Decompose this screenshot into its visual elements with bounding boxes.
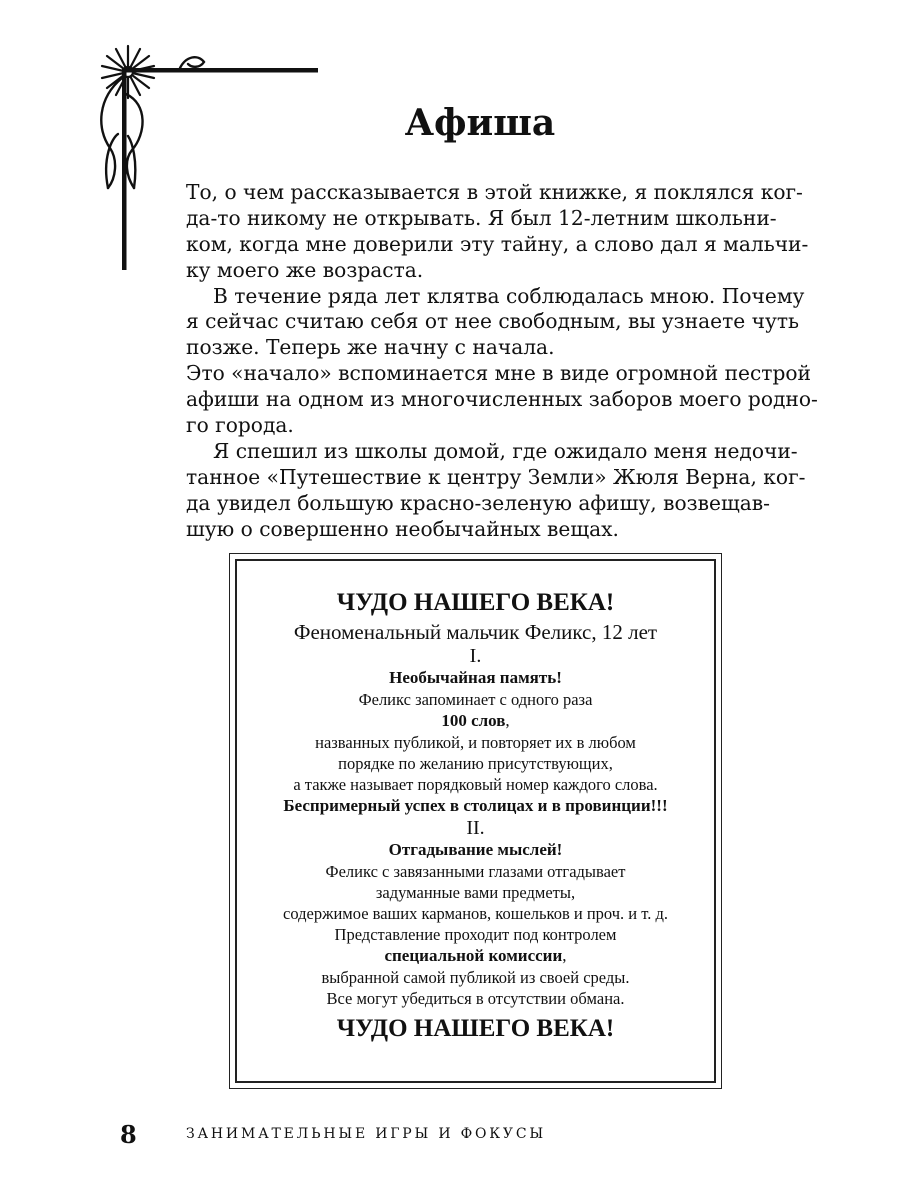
poster-line: Представление проходит под контролем xyxy=(334,925,617,944)
poster-words-suffix: , xyxy=(505,711,510,730)
poster-line: содержимое ваших карманов, кошельков и проч. и т. д. xyxy=(283,904,668,923)
poster-line: Все могут убедиться в отсутствии обмана. xyxy=(326,989,625,1008)
poster-frame xyxy=(229,553,722,1089)
poster-commission-line xyxy=(237,945,714,967)
poster-words-line xyxy=(237,710,714,732)
text-line: да увидел большую красно-зеленую афишу, возвещав- xyxy=(186,490,770,515)
poster-subtitle: Феноменальный мальчик Феликс, 12 лет xyxy=(293,620,658,644)
text-line: да-то никому не открывать. Я был 12-летним школьни- xyxy=(186,205,777,230)
poster-line: задуманные вами предметы, xyxy=(375,883,576,902)
poster-part-heading: Отгадывание мыслей! xyxy=(388,840,563,859)
page-number: 8 xyxy=(120,1120,137,1149)
poster-commission-bold: специальной комиссии xyxy=(384,946,563,965)
poster-line: выбранной самой публикой из своей среды. xyxy=(321,968,630,987)
text-line: То, о чем рассказывается в этой книжке, я поклялся ког- xyxy=(186,180,803,204)
text-line: танное «Путешествие к центру Земли» Жюля Верна, ког- xyxy=(186,464,806,489)
ornament-horizontal-bar xyxy=(122,68,318,73)
body-text xyxy=(186,180,818,542)
poster-headline: ЧУДО НАШЕГО ВЕКА! xyxy=(336,589,615,616)
text-line: Это «начало» вспоминается мне в виде огромной пестрой xyxy=(186,361,811,386)
ornament-vertical-bar xyxy=(122,68,127,270)
text-line: Я спешил из школы домой, где ожидало меня недочи- xyxy=(213,438,798,463)
poster-line: Феликс запоминает с одного раза xyxy=(358,690,593,709)
text-line: В течение ряда лет клятва соблюдалась мною. Почему xyxy=(213,283,805,308)
poster-footer: ЧУДО НАШЕГО ВЕКА! xyxy=(336,1015,615,1042)
poster-line: а также называет порядковый номер каждого слова. xyxy=(293,775,658,794)
poster-line: Феликс с завязанными глазами отгадывает xyxy=(325,862,626,881)
text-line: позже. Теперь же начну с начала. xyxy=(186,335,555,360)
text-line: ком, когда мне доверили эту тайну, а слово дал я мальчи- xyxy=(186,231,809,256)
text-line: я сейчас считаю себя от нее свободным, вы узнаете чуть xyxy=(186,309,800,334)
poster-line: названных публикой, и повторяет их в любом xyxy=(315,733,636,752)
running-title: ЗАНИМАТЕЛЬНЫЕ ИГРЫ И ФОКУСЫ xyxy=(186,1126,546,1142)
poster-success-line: Беспримерный успех в столицах и в провинции!!! xyxy=(283,796,668,815)
poster-part-heading: Необычайная память! xyxy=(389,668,562,687)
poster-part-numeral: I. xyxy=(469,645,482,667)
text-line: го города. xyxy=(186,413,294,438)
poster-words-bold: 100 слов xyxy=(441,711,506,730)
chapter-title: Афиша xyxy=(404,102,556,144)
poster-commission-suffix: , xyxy=(562,946,567,965)
text-line: шую о совершенно необычайных вещах. xyxy=(186,516,619,541)
poster-inner-frame xyxy=(235,559,716,1083)
text-line: ку моего же возраста. xyxy=(186,257,424,282)
text-line: афиши на одном из многочисленных заборов моего родно- xyxy=(186,387,818,412)
poster-part-numeral: II. xyxy=(466,817,485,839)
poster-line: порядке по желанию присутствующих, xyxy=(338,754,613,773)
poster-content xyxy=(237,586,714,1047)
